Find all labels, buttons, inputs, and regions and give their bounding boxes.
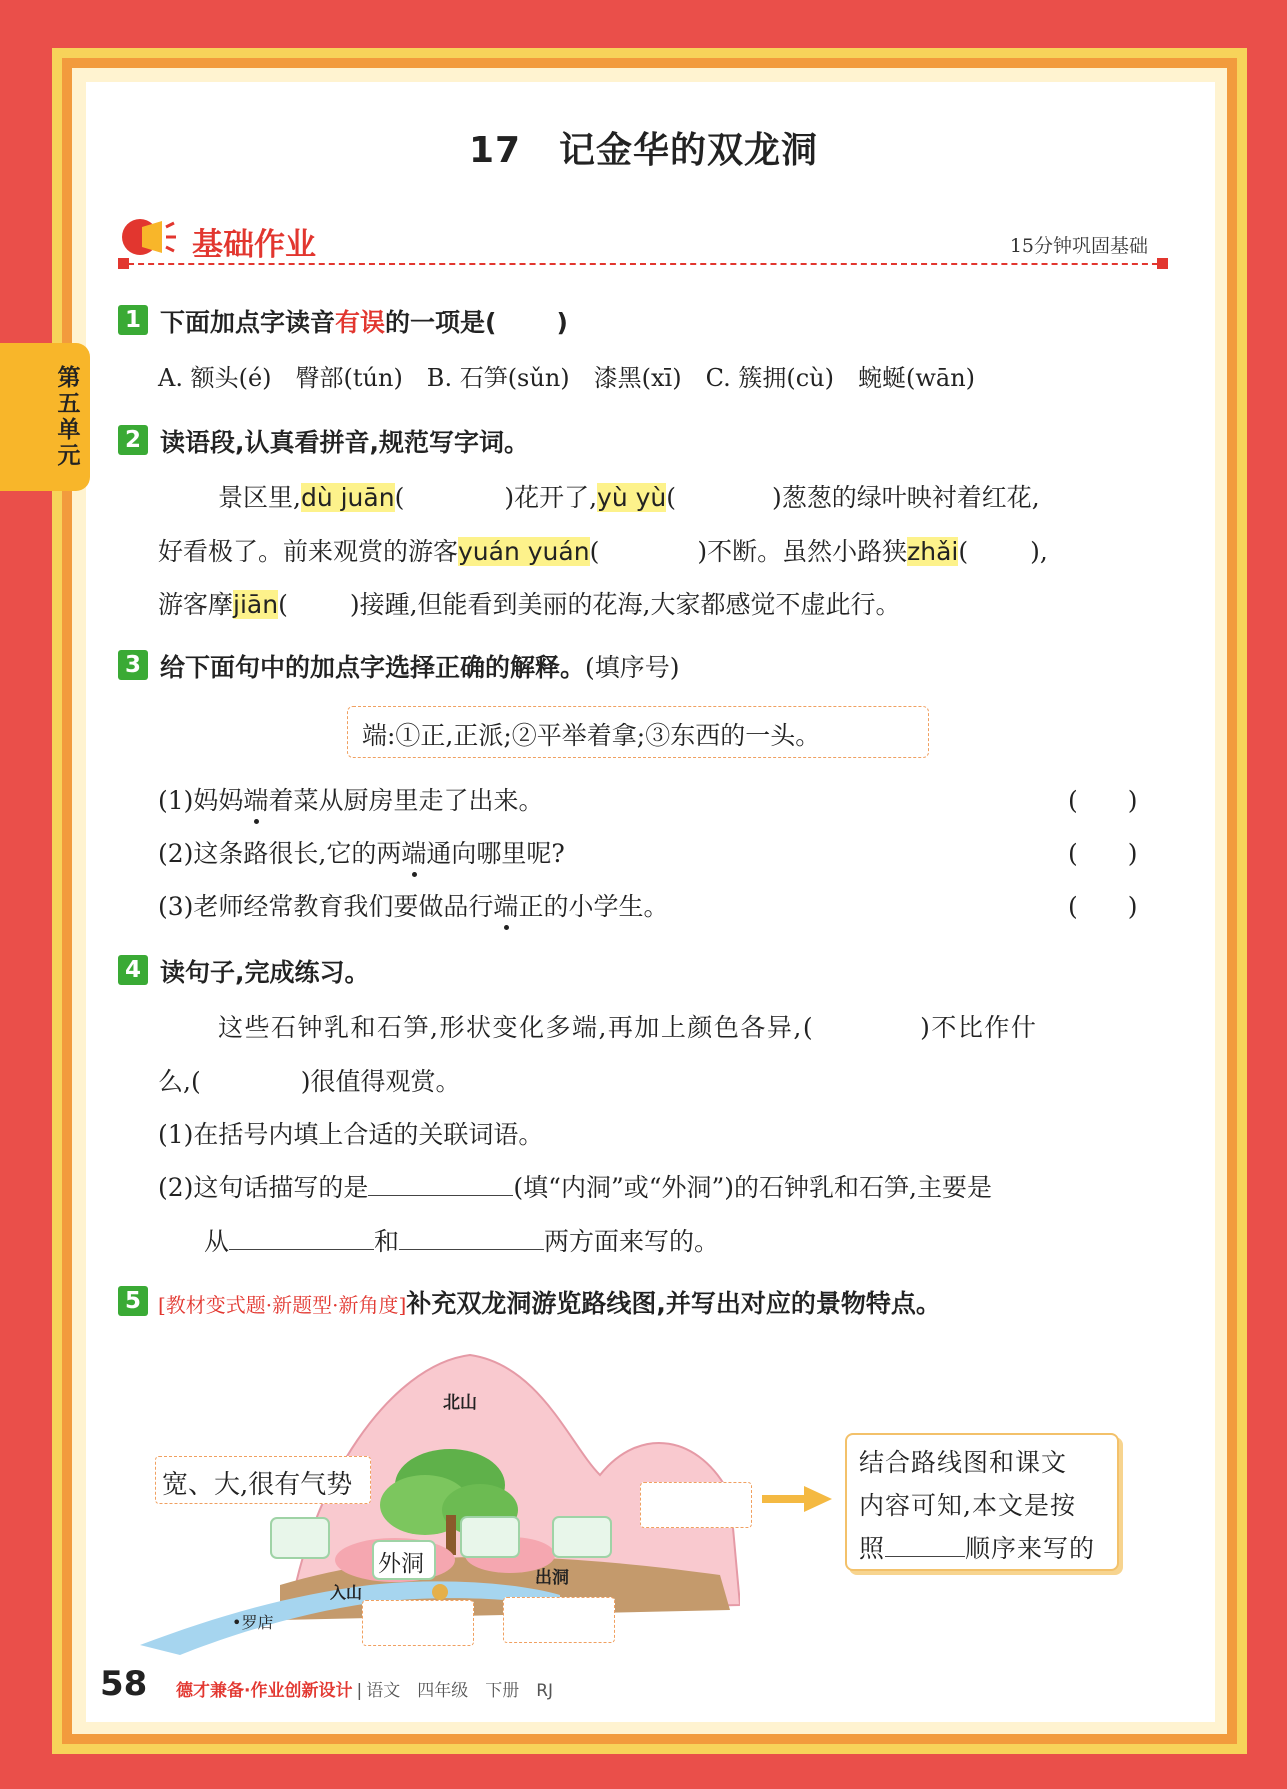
summary-line-2: 内容可知,本文是按	[859, 1491, 1076, 1520]
dotted-char: 端	[243, 786, 269, 815]
text: ),	[1030, 537, 1048, 566]
definition-text: 端:①正,正派;②平举着拿;③东西的一头。	[362, 721, 821, 750]
summary-box	[845, 1433, 1119, 1571]
question-prompt: 读语段,认真看拼音,规范写字词。	[160, 428, 529, 457]
prompt-emphasis: 有误	[335, 308, 386, 337]
answer-box[interactable]	[503, 1597, 615, 1643]
dotted-char: 端	[401, 839, 427, 868]
q2-line-1	[218, 478, 1040, 514]
pinyin: yuán yuán	[458, 537, 590, 566]
unit-tab-label: 第五单元	[57, 365, 81, 469]
answer-paren[interactable]: ( )	[1068, 839, 1138, 868]
text: )接踵,但能看到美丽的花海,大家都感觉不虚此行。	[349, 590, 901, 619]
fill-line[interactable]	[229, 1229, 374, 1250]
footer-series: 德才兼备·作业创新设计 | 语文 四年级 下册 RJ	[176, 1681, 554, 1701]
text: 游客摩	[158, 590, 234, 619]
text: 从	[204, 1227, 230, 1256]
arrow-right-icon	[762, 1486, 832, 1512]
text: 通向哪里呢?	[426, 839, 565, 868]
question-number: 3	[118, 650, 148, 680]
text: 着菜从厨房里走了出来。	[268, 786, 544, 815]
lesson-title	[0, 122, 1287, 173]
question-prompt	[158, 1284, 941, 1320]
lesson-number: 17	[468, 130, 522, 171]
prompt-text: 下面加点字读音	[160, 308, 336, 337]
text: )不断。虽然小路狭	[697, 537, 908, 566]
text: (3)老师经常教育我们要做品行	[158, 892, 494, 921]
text: (1)妈妈	[158, 786, 244, 815]
section-divider	[118, 263, 1168, 265]
q2-line-3	[158, 585, 901, 621]
question-number: 5	[118, 1286, 148, 1316]
series-name: 德才兼备·作业创新设计	[176, 1681, 353, 1701]
question-prompt: 读句子,完成练习。	[160, 958, 370, 987]
enter-label: 入山	[330, 1583, 363, 1602]
megaphone-icon	[118, 215, 178, 263]
feature-box	[155, 1456, 371, 1504]
summary-line-3	[859, 1529, 1095, 1565]
section-header	[118, 215, 1168, 271]
question-tag: [教材变式题·新题型·新角度]	[158, 1293, 407, 1317]
text: 好看极了。前来观赏的游客	[158, 537, 459, 566]
q3-item-2	[158, 834, 565, 870]
answer-box[interactable]	[640, 1482, 752, 1528]
q4-sub-3	[204, 1222, 719, 1258]
text: 照	[859, 1534, 886, 1563]
prompt-text: )	[556, 308, 568, 337]
question-number: 1	[118, 305, 148, 335]
question-number: 4	[118, 955, 148, 985]
pinyin: jiān	[233, 590, 279, 619]
text: )花开了,	[504, 483, 598, 512]
answer-paren[interactable]: ( )	[1068, 786, 1138, 815]
q4-line-1: 这些石钟乳和石笋,形状变化多端,再加上颜色各异,( )不比作什	[218, 1013, 1038, 1042]
answer-paren[interactable]: ( )	[1068, 892, 1138, 921]
text: 顺序来写的	[965, 1534, 1096, 1563]
q4-sub-1: (1)在括号内填上合适的关联词语。	[158, 1120, 544, 1149]
question-prompt	[160, 303, 568, 339]
text: (	[958, 537, 969, 566]
exit-label: 出洞	[535, 1568, 569, 1588]
lesson-title-text: 记金华的双龙洞	[559, 130, 819, 171]
section-label: 基础作业	[192, 227, 316, 263]
answer-box[interactable]	[270, 1517, 330, 1559]
summary-line-1: 结合路线图和课文	[859, 1448, 1068, 1477]
answer-box[interactable]	[460, 1516, 520, 1558]
unit-tab	[0, 343, 90, 491]
prompt-text: 的一项是(	[385, 308, 497, 337]
pinyin: yù yù	[597, 483, 667, 512]
text: (	[278, 590, 288, 619]
text: (2)这条路很长,它的两	[158, 839, 402, 868]
divider-end-dot	[118, 258, 129, 269]
text: (	[589, 537, 600, 566]
text: 两方面来写的。	[544, 1227, 720, 1256]
book-meta: 语文 四年级 下册 RJ	[366, 1681, 554, 1701]
pinyin: zhǎi	[907, 537, 959, 566]
dotted-char: 端	[493, 892, 519, 921]
text: )葱葱的绿叶映衬着红花,	[772, 483, 1040, 512]
answer-box[interactable]	[552, 1516, 612, 1558]
luodian-label: •罗店	[232, 1613, 274, 1632]
text: (	[394, 483, 405, 512]
text: (填“内洞”或“外洞”)的石钟乳和石笋,主要是	[513, 1173, 992, 1202]
q4-line-2: 么,( )很值得观赏。	[158, 1067, 461, 1096]
section-note: 15分钟巩固基础	[1009, 235, 1148, 257]
text: (2)这句话描写的是	[158, 1173, 369, 1202]
answer-box[interactable]	[362, 1600, 474, 1646]
fill-line[interactable]	[368, 1175, 513, 1196]
q2-line-2	[158, 532, 1048, 568]
text: 景区里,	[218, 483, 301, 512]
text: 和	[374, 1227, 400, 1256]
page-number: 58	[100, 1664, 148, 1704]
pinyin: dù juān	[300, 483, 395, 512]
q1-options: A. 额头(é) 臀部(tún) B. 石笋(sǔn) 漆黑(xī) C. 簇拥(cù) 蜿蜒(wān)	[158, 364, 976, 392]
prompt-text: 给下面句中的加点字选择正确的解释。	[160, 653, 586, 682]
outer-cave-box	[372, 1540, 436, 1580]
question-number: 2	[118, 425, 148, 455]
fill-line[interactable]	[399, 1229, 544, 1250]
outer-cave-label: 外洞	[378, 1551, 424, 1577]
divider-end-dot	[1157, 258, 1168, 269]
text: 正的小学生。	[518, 892, 669, 921]
q3-item-1	[158, 781, 543, 817]
q4-sub-2	[158, 1168, 992, 1204]
q3-item-3	[158, 887, 668, 923]
question-prompt	[160, 648, 680, 684]
definition-box	[347, 706, 929, 758]
fill-line[interactable]	[885, 1536, 965, 1557]
north-mountain-label: 北山	[443, 1393, 477, 1413]
prompt-note: (填序号)	[585, 653, 680, 682]
feature-text: 宽、大,很有气势	[162, 1470, 353, 1500]
text: (	[666, 483, 677, 512]
prompt-text: 补充双龙洞游览路线图,并写出对应的景物特点。	[406, 1289, 941, 1318]
